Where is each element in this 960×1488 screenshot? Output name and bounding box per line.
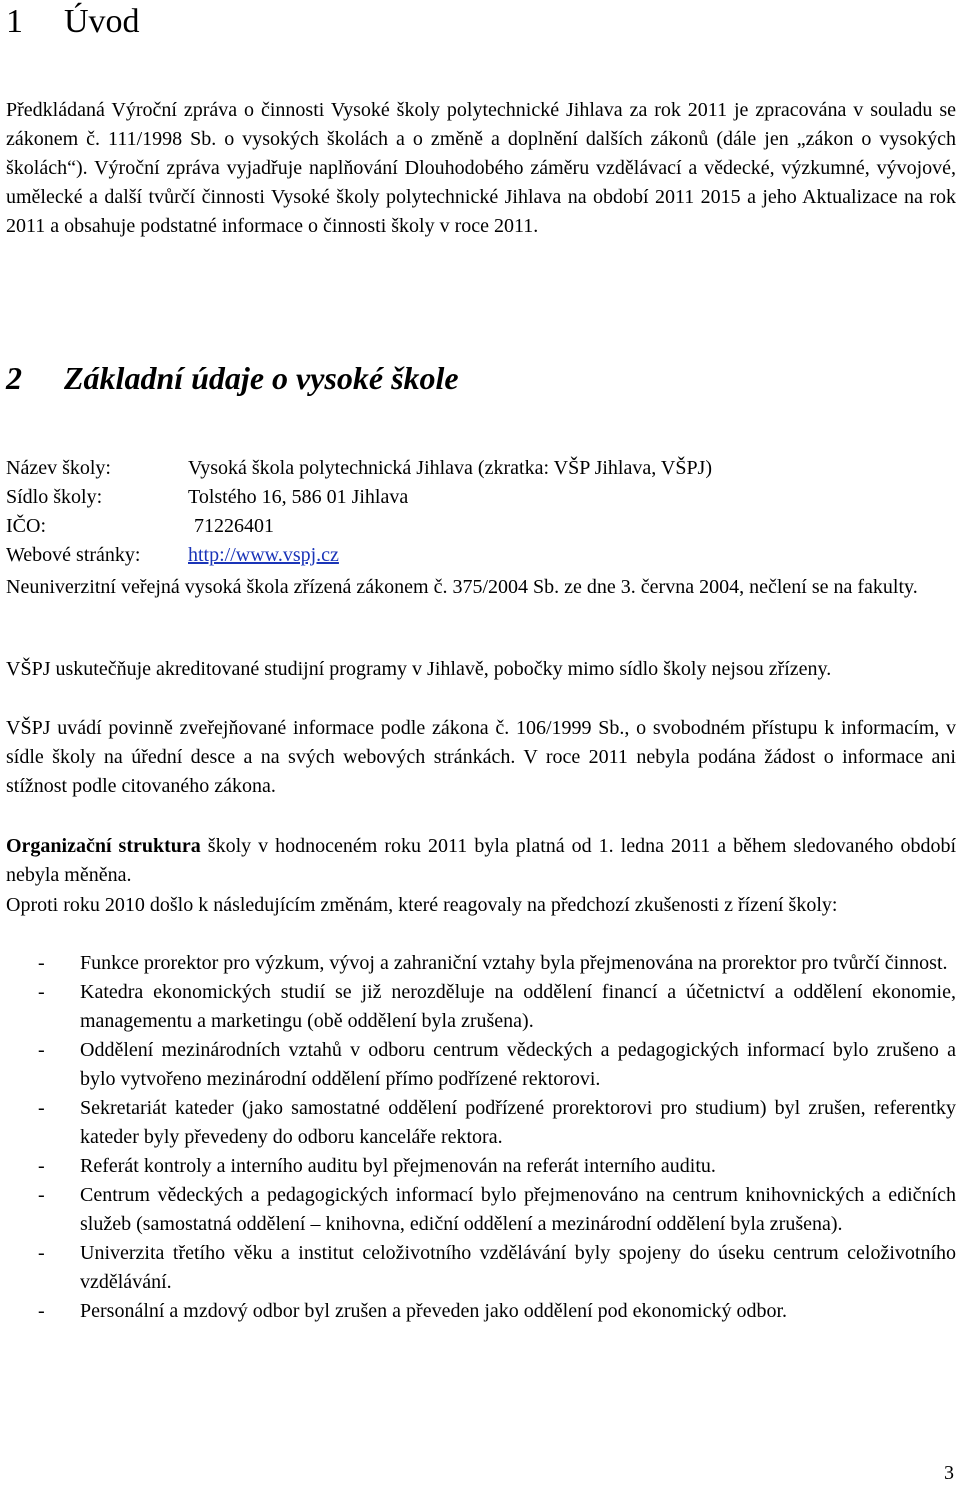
section-title: Základní údaje o vysoké škole <box>64 360 459 396</box>
info-label: IČO: <box>6 515 46 537</box>
bullet-dash: - <box>38 1155 45 1177</box>
info-row-web <box>6 541 712 570</box>
org-structure-term: Organizační struktura <box>6 835 201 857</box>
bullet-dash: - <box>38 1242 45 1264</box>
org-structure-paragraph <box>6 832 956 890</box>
list-item <box>6 1181 956 1239</box>
public-info-paragraph: VŠPJ uvádí povinně zveřejňované informace podle zákona č. 106/1999 Sb., o svobodném přístupu k informacím, v sídle školy na úřední desce a na svých webových stránkách. V roce 2011 nebyla podána žádost o informace ani stížnost podle citovaného zákona. <box>6 717 956 797</box>
bullet-dash: - <box>38 1300 45 1322</box>
list-item <box>6 1094 956 1152</box>
section-heading-intro <box>6 2 140 42</box>
changes-list <box>6 949 956 1326</box>
bullet-dash: - <box>38 1039 45 1061</box>
page-number: 3 <box>944 1462 954 1484</box>
section-heading-basic-info <box>6 358 459 398</box>
bullet-dash: - <box>38 1097 45 1119</box>
list-item <box>6 1239 956 1297</box>
info-row-ico <box>6 512 712 541</box>
list-item <box>6 949 956 978</box>
org-structure-text: školy v hodnoceném roku 2011 byla platná od 1. ledna 2011 a během sledovaného období nebyla měněna. <box>6 835 957 886</box>
info-value: Vysoká škola polytechnická Jihlava (zkratka: VŠP Jihlava, VŠPJ) <box>188 457 713 479</box>
list-item <box>6 1152 956 1181</box>
info-row-seat <box>6 483 712 512</box>
list-item-text: Funkce prorektor pro výzkum, vývoj a zahraniční vztahy byla přejmenována na prorektor pro tvůrčí činnost. <box>80 952 948 974</box>
list-item-text: Referát kontroly a interního auditu byl přejmenován na referát interního auditu. <box>80 1155 716 1177</box>
list-item-text: Univerzita třetího věku a institut celoživotního vzdělávání byly spojeny do úseku centrum celoživotního vzdělávání. <box>80 1242 956 1293</box>
info-value: 71226401 <box>194 515 274 537</box>
info-label: Sídlo školy: <box>6 486 103 508</box>
list-item <box>6 978 956 1036</box>
section-title: Úvod <box>64 3 140 40</box>
list-item-text: Oddělení mezinárodních vztahů v odboru centrum vědeckých a pedagogických informací bylo zrušeno a bylo vytvořeno mezinárodní oddělení přímo podřízené rektorovi. <box>80 1039 956 1090</box>
info-value: Tolstého 16, 586 01 Jihlava <box>188 486 409 508</box>
info-row-name <box>6 454 712 483</box>
changes-intro-paragraph: Oproti roku 2010 došlo k následujícím změnám, které reagovaly na předchozí zkušenosti z řízení školy: <box>6 894 838 916</box>
school-type-paragraph: Neuniverzitní veřejná vysoká škola zřízená zákonem č. 375/2004 Sb. ze dne 3. června 2004, nečlení se na fakulty. <box>6 576 918 598</box>
website-link[interactable]: http://www.vspj.cz <box>188 544 339 566</box>
list-item <box>6 1297 956 1326</box>
programs-paragraph: VŠPJ uskutečňuje akreditované studijní programy v Jihlavě, pobočky mimo sídlo školy nejsou zřízeny. <box>6 658 832 680</box>
bullet-dash: - <box>38 981 45 1003</box>
section-number: 1 <box>6 3 23 40</box>
list-item-text: Sekretariát kateder (jako samostatné oddělení podřízené prorektorovi pro studium) byl zrušen, referentky kateder byly převedeny do odboru kanceláře rektora. <box>80 1097 956 1148</box>
list-item-text: Katedra ekonomických studií se již nerozděluje na oddělení financí a účetnictví a oddělení ekonomie, managementu a marketingu (obě oddělení byla zrušena). <box>80 981 956 1032</box>
info-label: Název školy: <box>6 457 111 479</box>
bullet-dash: - <box>38 1184 45 1206</box>
bullet-dash: - <box>38 952 45 974</box>
school-info-block <box>6 454 712 570</box>
list-item <box>6 1036 956 1094</box>
info-label: Webové stránky: <box>6 544 141 566</box>
list-item-text: Personální a mzdový odbor byl zrušen a převeden jako oddělení pod ekonomický odbor. <box>80 1300 788 1322</box>
intro-paragraph: Předkládaná Výroční zpráva o činnosti Vysoké školy polytechnické Jihlava za rok 2011 je zpracována v souladu se zákonem č. 111/1998 Sb. o vysokých školách a o změně a doplnění dalších zákonů (dále jen „zákon o vysokých školách“). Výroční zpráva vyjadřuje naplňování Dlouhodobého záměru vzdělávací a vědecké, výzkumné, vývojové, umělecké a další tvůrčí činnosti Vysoké školy polytechnické Jihlava na období 2011 2015 a jeho Aktualizace na rok 2011 a obsahuje podstatné informace o činnosti školy v roce 2011. <box>6 99 956 237</box>
list-item-text: Centrum vědeckých a pedagogických informací bylo přejmenováno na centrum knihovnických a edičních služeb (samostatná oddělení – knihovna, ediční oddělení a mezinárodní oddělení byla zrušena). <box>80 1184 956 1235</box>
section-number: 2 <box>6 360 22 396</box>
